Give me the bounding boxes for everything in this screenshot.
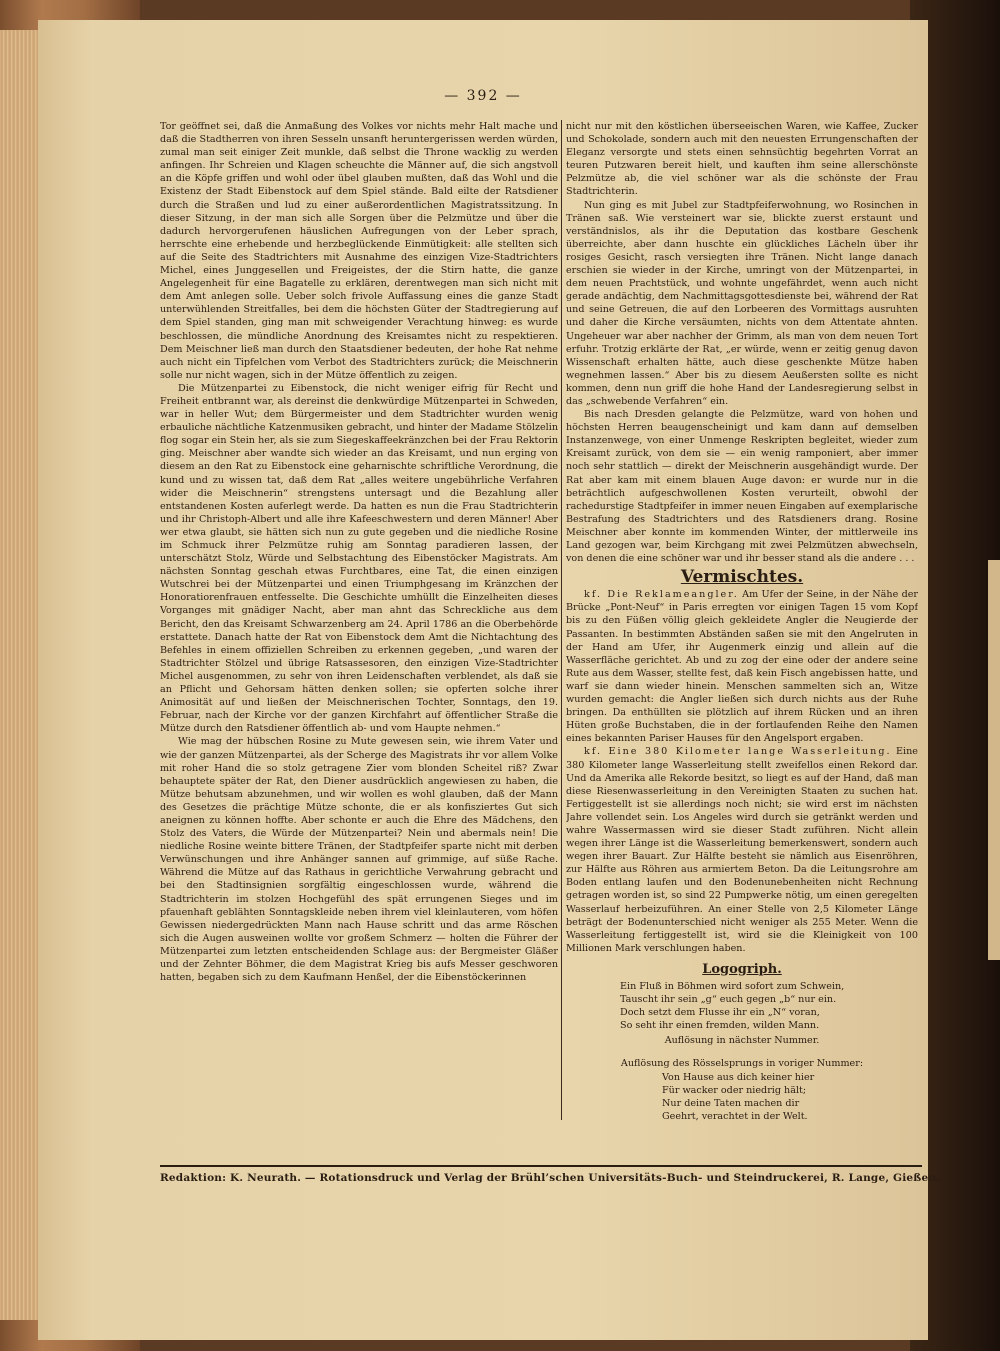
poem-line: Von Hause aus dich keiner hier xyxy=(662,1071,815,1083)
solution-heading: Auflösung des Rösselsprungs in voriger Nummer: xyxy=(620,1058,864,1070)
column-divider xyxy=(561,120,562,1120)
section-title: Vermischtes. xyxy=(680,567,804,588)
poem-line: Ein Fluß in Böhmen wird sofort zum Schwein, xyxy=(620,981,845,992)
newspaper-page xyxy=(38,20,941,1340)
poem-line: Für wacker oder niedrig hält; xyxy=(662,1084,807,1096)
page-edges xyxy=(0,30,40,1320)
paragraph: Nun ging es mit Jubel zur Stadtpfeiferwohnung, wo Rosinchen in Tränen saß. Wie versteinert war sie, blickte zuerst erstaunt und verständnislos, als ihr die Deputation das kostbare Geschenk überreichte, aber dann huschte ein glückliches Lächeln über ihr rosiges Gesicht, rasch versiegten ihre Tränen. Nicht lange danach erschien sie wieder in der Kirche, umringt von der Mützenpartei, in dem neuen Prachtstück, und wohnte ungefährdet, wenn auch nicht gerade andächtig, dem Nachmittagsgottesdienste bei, während der Rat und seine Getreuen, die auf den Lorbeeren des Vormittags ausruhten und daher die Kirche versäumten, nichts von dem Attentate ahnten. Ungeheuer war aber nachher der Grimm, als man von dem neuen Tort erfuhr. Trotzig erklärte der Rat, „er würde, wenn er zeitig genug davon Wissenschaft erhalten hätte, auch diese geschenkte Mütze haben wegnehmen lassen.“ Aber bis zu diesem Aeußersten sollte es nicht kommen, denn nun griff die hohe Hand der Landesregierung selbst in das „schwebende Verfahren“ ein. xyxy=(566,199,918,407)
poem-line: Doch setzt dem Flusse ihr ein „N“ voran, xyxy=(620,1007,820,1019)
poem-line: So seht ihr einen fremden, wilden Mann. xyxy=(620,1020,820,1032)
paragraph: Die Mützenpartei zu Eibenstock, die nicht weniger eifrig für Recht und Freiheit entbrannt war, als dereinst die denkwürdige Mützenpartei in Schweden, war in heller Wut; dem Bürgermeister und dem Stadtrichter wurden wenig erbauliche nächtliche Katzenmusiken gebracht, und hinter der Madame Stölzelin flog sogar ein Stein her, als sie zum Siegeskaffeekränzchen bei der Frau Rektorin ging. Meischner aber wandte sich wieder an das Kreisamt, und nun erging von diesem an den Rat zu Eibenstock eine geharnischte schriftliche Verordnung, die kund und zu wissen tat, daß dem Rat „alles weitere ungebührliche Verfahren wider die Meischnerin“ strengstens untersagt und die Bezahlung aller entstandenen Kosten auferlegt werde. Da hatten es nun die Frau Stadtrichterin und ihr Christoph-Albert und alle ihre Kafeeschwestern und deren Männer! Aber wer etwa glaubt, sie hätten sich nun zu gute gegeben und die niedliche Rosine im Schmuck ihrer Pelzmütze ruhig am Sonntag paradieren lassen, der unterschätzt Stolz, Würde und Selbstachtung des Eibenstöcker Magistrats. Am nächsten Sonntag geschah etwas Furchtbares, eine Tat, die einen einzigen Wutschrei bei der Mützenpartei und einen Triumphgesang im Kränzchen der Honoratiorenfrauen entfesselte. Die Geschichte umhüllt die Einzelheiten dieses Vorganges mit gnädiger Nacht, aber man ahnt das Schreckliche aus dem Bericht, den das Kreisamt Schwarzenberg am 24. April 1786 an die Oberbehörde erstattete. Danach hatte der Rat von Eibenstock dem Amt die Nichtachtung des Befehles in einem offiziellen Schreiben zu erkennen gegeben, „und waren der Stadtrichter Stölzel und übrige Ratsassesoren, den einzigen Vize-Stadtrichter Michel ausgenommen, zu sehr von ihren Leidenschaften verblendet, als daß sie an Pflicht und Gehorsam hätten denken sollen; sie opferten solche ihrer Animosität auf und ließen der Meischnerischen Tochter, Sonntags, den 19. Februar, nach der Kirche vor der ganzen Kirchfahrt auf öffentlicher Straße die Mütze durch den Ratsdiener öffentlich ab- und vom Haupte nehmen.“ xyxy=(160,382,558,735)
solution-poem xyxy=(662,1071,918,1123)
news-text: Eine 380 Kilometer lange Wasserleitung stellt zweifellos einen Rekord dar. Und da Amerika alle Rekorde besitzt, so liegt es auf der Hand, daß man diese Riesenwasserleitung in den Vereinigten Staaten zu suchen hat. Fertiggestellt ist sie allerdings noch nicht; sie wird erst im nächsten Jahre vollendet sein. Los Angeles wird durch sie getränkt werden und wahre Wassermassen wird sie dieser Stadt zuführen. Nicht allein wegen ihrer Länge ist die Wasserleitung bemerkenswert, sondern auch wegen ihrer Bauart. Zur Hälfte besteht sie nämlich aus Eisenröhren, zur Hälfte aus Röhren aus armiertem Beton. Da die Leitungsrohre am Boden entlang laufen und den Bodenunebenheiten nicht Rechnung getragen worden ist, so sind 22 Pumpwerke nötig, um einen geregelten Wasserlauf herbeizuführen. An einer Stelle von 2,5 Kilometer Länge beträgt der Bodenunterschied nicht weniger als 255 Meter. Wenn die Wasserleitung fertiggestellt ist, wird sie die Kleinigkeit von 100 Millionen Mark verschlungen haben. xyxy=(566,746,918,954)
poem-line: Geehrt, verachtet in der Welt. xyxy=(662,1110,808,1122)
logogriph-poem xyxy=(620,980,918,1032)
left-column xyxy=(160,120,558,1160)
next-page-edge xyxy=(988,560,1000,960)
paragraph: Wie mag der hübschen Rosine zu Mute gewesen sein, wie ihrem Vater und wie der ganzen Mützenpartei, als der Scherge des Magistrats ihr vor allem Volke mit roher Hand die so stolz getragene Zier vom blonden Scheitel riß? Zwar behauptete später der Rat, den Diener ausdrücklich angewiesen zu haben, die Mütze behutsam abzunehmen, und wir wollen es wohl glauben, daß der Mann des Gesetzes die prächtige Mütze schonte, die er als konfisziertes Gut sich aneignen zu können hoffte. Aber schonte er auch die Ehre des Mädchens, den Stolz des Vaters, die Würde der Mützenpartei? Nein und abermals nein! Die niedliche Rosine weinte bittere Tränen, der Stadtpfeifer sparte nicht mit derben Verwünschungen und ihre Anhänger sannen auf grimmige, auf süße Rache. Während die Mütze auf das Rathaus in gerichtliche Verwahrung gebracht und bei den Stadtinsignien sorgfältig eingeschlossen wurde, während die Stadtrichterin im stolzen Hochgefühl des spät errungenen Sieges und im pfauenhaft geblähten Sonntagskleide neben ihrem viel kleinlauteren, vom höfen Gewissen niedergedrückten Mann nach Hause schritt und das arme Röschen sich die Augen ausweinen wollte vor großem Schmerz — holten die Führer der Mützenpartei zum letzten entscheidenden Schlage aus: der Bergmeister Gläßer und der Zehnter Böhmer, die dem Magistrat Krieg bis aufs Messer geschworen hatten, begaben sich zu dem Kaufmann Henßel, der die Eibenstöckerinnen xyxy=(160,736,558,984)
news-lead: kf. Eine 380 Kilometer lange Wasserleitung. xyxy=(584,746,892,758)
page-number: — 392 — xyxy=(444,88,522,104)
footer-rule xyxy=(160,1165,922,1167)
news-item xyxy=(566,745,918,955)
news-text: Am Ufer der Seine, in der Nähe der Brücke „Pont-Neuf“ in Paris erregten vor einigen Tagen 15 vom Kopf bis zu den Füßen völlig gleich gekleidete Angler die Neugierde der Passanten. In bestimmten Abständen saßen sie mit den Angelruten in der Hand am Ufer, ihr Augenmerk einzig und allein auf die Wasserfläche gerichtet. Ab und zu zog der eine oder der andere seine Rute aus dem Wasser, stellte fest, daß kein Fisch angebissen hatte, und warf sie dann wieder hinein. Menschen sammelten sich an, Witze wurden gemacht: die Angler ließen sich durch nichts aus der Ruhe bringen. Da enthüllten sie plötzlich auf ihrem Rücken und an ihren Hüten große Buchstaben, die in der fortlaufenden Reihe den Namen eines bekannten Pariser Hauses für den Angelsport ergaben. xyxy=(566,589,918,745)
paragraph: nicht nur mit den köstlichen überseeischen Waren, wie Kaffee, Zucker und Schokolade, sondern auch mit den neuesten Errungenschaften der Eleganz versorgte und stets einen sehnsüchtig begehrten Vorrat an teuren Putzwaren bereit hielt, und kauften ihm seine allerschönste Pelzmütze ab, die viel schöner war als die schönste der Frau Stadtrichterin. xyxy=(566,121,918,198)
paragraph: Tor geöffnet sei, daß die Anmaßung des Volkes vor nichts mehr Halt mache und daß die Stadtherren von ihren Sesseln unsanft heruntergerissen werden würden, zumal man seit einiger Zeit munkle, daß selbst die Throne wacklig zu werden anfingen. Ihr Schreien und Klagen scheuchte die Männer auf, die sich angstvoll an die Köpfe griffen und wohl oder übel glauben mußten, daß das Wohl und die Existenz der Stadt Eibenstock auf dem Spiel stände. Bald eilte der Ratsdiener durch die Straßen und lud zu einer außerordentlichen Magistratssitzung. In dieser Sitzung, in der man sich alle Sorgen über die Pelzmütze und über die dadurch hervorgerufenen häuslichen Aufregungen von der Leber sprach, herrschte eine erhebende und herzbeglückende Einmütigkeit: alle stellten sich auf die Seite des Stadtrichters mit Ausnahme des einzigen Vize-Stadtrichters Michel, eines Junggesellen und Freigeistes, der die Stirn hatte, die ganze Angelegenheit für eine Bagatelle zu erklären, derentwegen man sich nicht mit dem Amt anlegen solle. Ueber solch frivole Auffassung eines die ganze Stadt unterwühlenden Streitfalles, bei dem die höchsten Güter der Stadtregierung auf dem Spiel standen, ging man mit schweigender Verachtung hinweg: es wurde beschlossen, die mündliche Anordnung des Kreisamtes nicht zu respektieren. Dem Meischner ließ man durch den Staatsdiener bedeuten, der hohe Rat nehme auch nicht ein Tipfelchen vom Verbot des Stadtrichters zurück; die Meischnerin solle nur nicht wagen, sich in der Mütze öffentlich zu zeigen. xyxy=(160,121,558,381)
poem-line: Nur deine Taten machen dir xyxy=(662,1097,800,1109)
logogriph-solution-note: Auflösung in nächster Nummer. xyxy=(664,1035,820,1047)
imprint-footer: Redaktion: K. Neurath. — Rotationsdruck und Verlag der Brühl’schen Universitäts-Buch- und Steindruckerei, R. Lange, Gießen. xyxy=(160,1172,941,1184)
news-item xyxy=(566,588,918,745)
news-lead: kf. Die Reklameangler. xyxy=(584,589,739,601)
logogriph-title: Logogriph. xyxy=(702,961,782,977)
poem-line: Tauscht ihr sein „g“ euch gegen „b“ nur ein. xyxy=(620,994,837,1006)
paragraph: Bis nach Dresden gelangte die Pelzmütze, ward von hohen und höchsten Herren beaugenscheinigt und kam dann auf demselben Instanzenwege, von einer Unmenge Reskripten begleitet, wieder zum Kreisamt zurück, von dem sie — ein wenig ramponiert, aber immer noch sehr stattlich — direkt der Meischnerin ausgehändigt wurde. Der Rat aber kam mit einem blauen Auge davon: er wurde nur in die beträchtlich aufgeschwollenen Kosten verurteilt, obwohl der rachedurstige Stadtpfeifer in immer neuen Eingaben auf exemplarische Bestrafung des Stadtrichters und des Ratsdieners drang. Rosine Meischner aber konnte im kommenden Winter, der mittlerweile ins Land gezogen war, beim Kirchgang mit zwei Pelzmützen abwechseln, von denen die eine schöner war und ihr besser stand als die andere . . . xyxy=(566,409,918,565)
right-column xyxy=(566,120,918,1160)
